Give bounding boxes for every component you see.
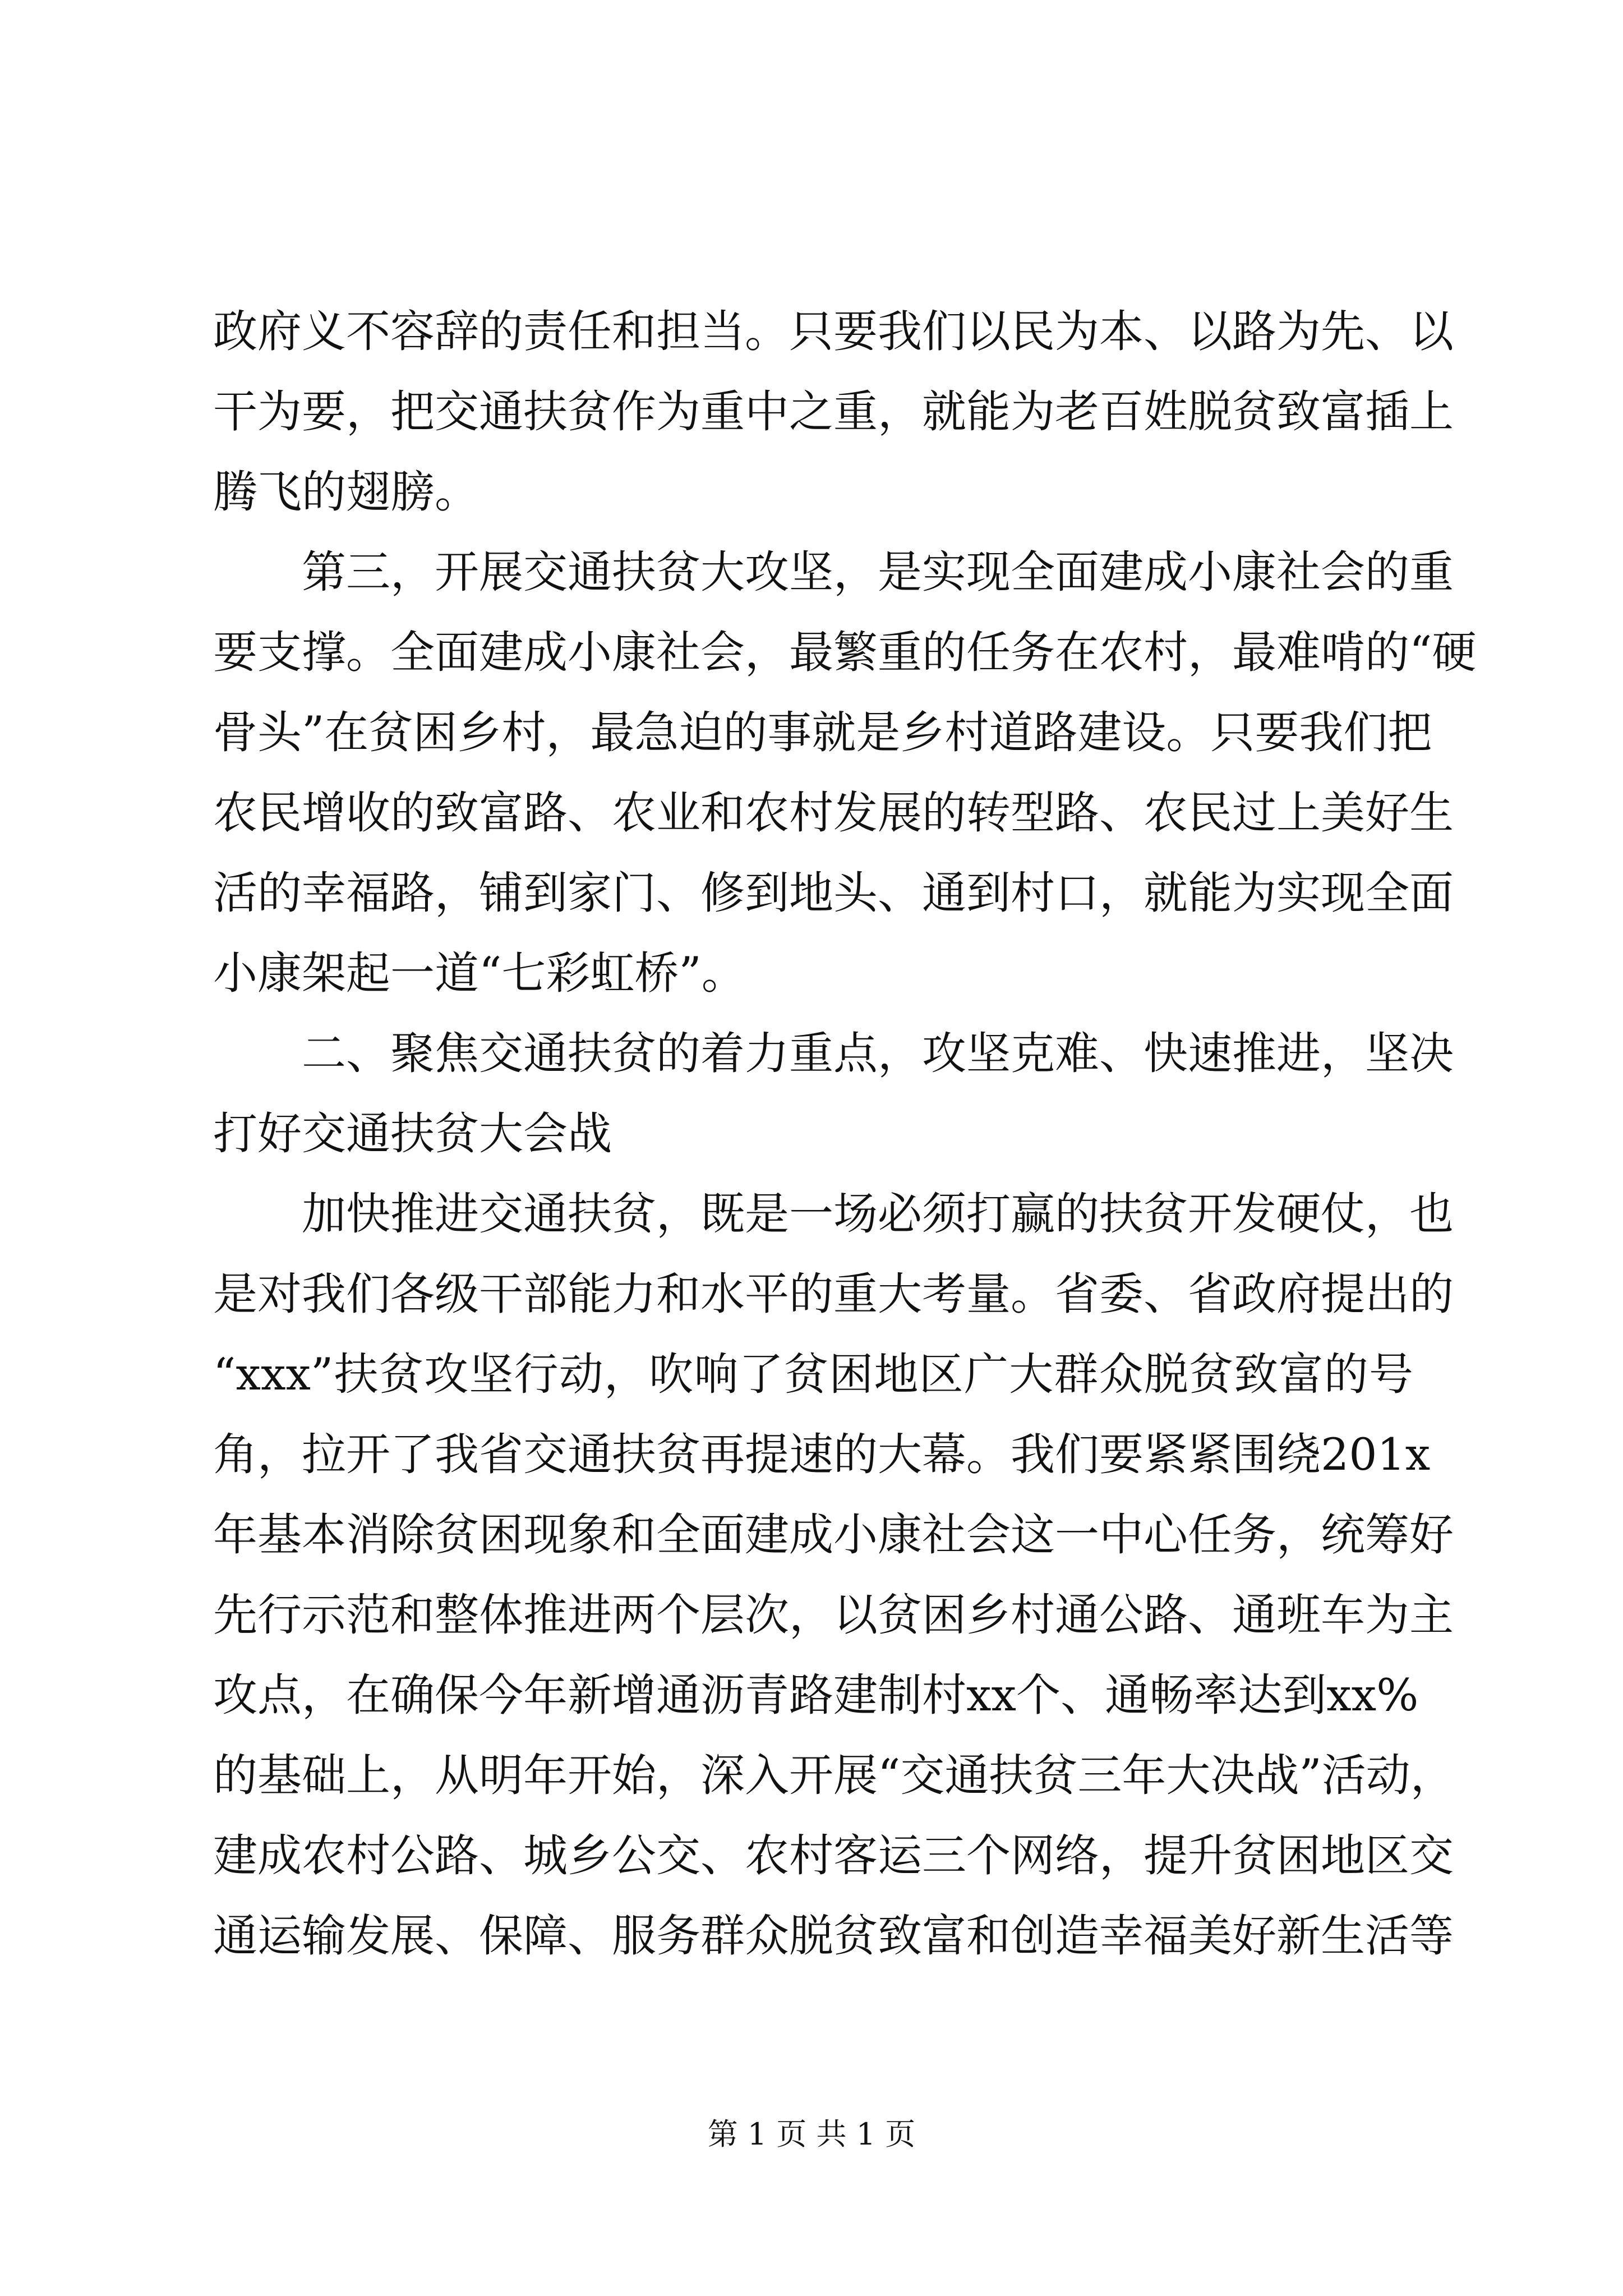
text-line: 攻点，在确保今年新增通沥青路建制村xx个、通畅率达到xx% bbox=[213, 1669, 1419, 1721]
section-heading-line: 打好交通扶贫大会战 bbox=[213, 1108, 612, 1159]
page-number-footer: 第 1 页 共 1 页 bbox=[707, 2116, 916, 2152]
text-line: “xxx”扶贫攻坚行动，吹响了贫困地区广大群众脱贫致富的号 bbox=[213, 1349, 1413, 1400]
text-line: 先行示范和整体推进两个层次，以贫困乡村通公路、通班车为主 bbox=[213, 1589, 1454, 1641]
text-line: 角，拉开了我省交通扶贫再提速的大幕。我们要紧紧围绕201x bbox=[213, 1429, 1431, 1480]
text-line: 腾飞的翅膀。 bbox=[213, 466, 479, 518]
text-line: 政府义不容辞的责任和担当。只要我们以民为本、以路为先、以 bbox=[213, 306, 1454, 357]
text-line: 年基本消除贫困现象和全面建成小康社会这一中心任务，统筹好 bbox=[213, 1509, 1454, 1561]
text-line: 是对我们各级干部能力和水平的重大考量。省委、省政府提出的 bbox=[213, 1268, 1454, 1320]
text-line: 活的幸福路，铺到家门、修到地头、通到村口，就能为实现全面 bbox=[213, 867, 1454, 919]
text-line: 通运输发展、保障、服务群众脱贫致富和创造幸福美好新生活等 bbox=[213, 1910, 1454, 1962]
text-line: 第三，开展交通扶贫大攻坚，是实现全面建成小康社会的重 bbox=[213, 546, 1454, 598]
text-line: 农民增收的致富路、农业和农村发展的转型路、农民过上美好生 bbox=[213, 787, 1454, 839]
text-line: 建成农村公路、城乡公交、农村客运三个网络，提升贫困地区交 bbox=[213, 1830, 1454, 1881]
text-line: 小康架起一道“七彩虹桥”。 bbox=[213, 947, 746, 999]
text-line: 的基础上，从明年开始，深入开展“交通扶贫三年大决战”活动， bbox=[213, 1750, 1455, 1801]
text-line: 骨头”在贫困乡村，最急迫的事就是乡村道路建设。只要我们把 bbox=[213, 707, 1432, 758]
text-line: 干为要，把交通扶贫作为重中之重，就能为老百姓脱贫致富插上 bbox=[213, 386, 1454, 438]
text-line: 要支撑。全面建成小康社会，最繁重的任务在农村，最难啃的“硬 bbox=[213, 627, 1477, 678]
text-line: 加快推进交通扶贫，既是一场必须打赢的扶贫开发硬仗，也 bbox=[213, 1188, 1454, 1240]
document-body bbox=[213, 292, 1477, 1976]
section-heading-line: 二、聚焦交通扶贫的着力重点，攻坚克难、快速推进，坚决 bbox=[213, 1028, 1454, 1079]
